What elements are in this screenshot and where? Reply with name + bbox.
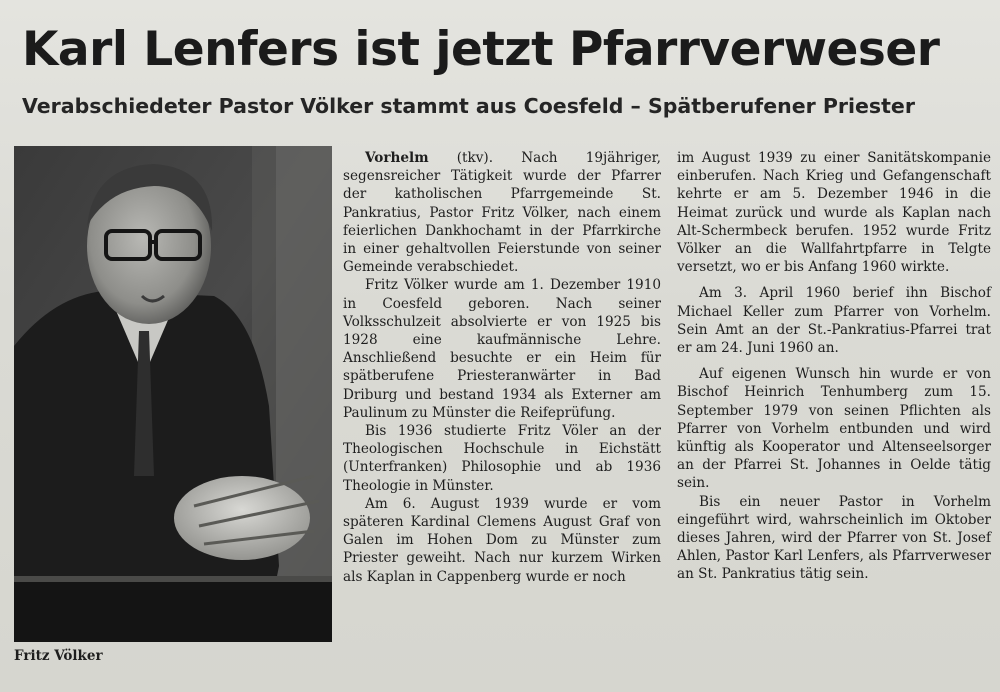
headline: Karl Lenfers ist jetzt Pfarrverweser [22,22,940,77]
subheadline: Verabschiedeter Pastor Völker stammt aus Coesfeld – Spätberufener Priester [22,94,915,118]
paragraph: Bis 1936 studierte Fritz Völer an der Theologischen Hochschule in Eichstätt (Unterfranken) Philosophie und ab 1936 Theologie in Münster. [343,423,661,494]
paragraph: Am 3. April 1960 berief ihn Bischof Michael Keller zum Pfarrer von Vorhelm. Sein Amt an der St.-Pankratius-Pfarrei trat er am 24. Juni 1960 an. [677,285,991,357]
article-column-2 [677,149,991,584]
portrait-photo [14,146,332,642]
paragraph [343,149,661,276]
photo-caption: Fritz Völker [14,648,103,664]
paragraph: Bis ein neuer Pastor in Vorhelm eingeführt wird, wahrscheinlich im Oktober dieses Jahren, wird der Pfarrer von St. Josef Ahlen, Pastor Karl Lenfers, als Pfarrverweser an St. Pankratius tätig sein. [677,493,991,583]
paragraph-text: (tkv). Nach 19jähriger, segensreicher Tätigkeit wurde der Pfarrer der katholischen Pfarrgemeinde St. Pankratius, Pastor Fritz Völker, nach einem feierlichen Dankhochamt in der Pfarrkirche in einer gehaltvollen Feierstunde von seiner Gemeinde verabschiedet. [343,150,661,276]
paragraph: Am 6. August 1939 wurde er vom späteren Kardinal Clemens August Graf von Galen im Hohen Dom zu Münster zum Priester geweiht. Nach nur kurzem Wirken als Kaplan in Cappenberg wurde er noch [343,495,661,585]
paragraph: Auf eigenen Wunsch hin wurde er von Bischof Heinrich Tenhumberg zum 15. September 1979 von seinen Pflichten als Pfarrer von Vorhelm entbunden und wird künftig als Kooperator und Altenseelsorger an der Pfarrei St. Johannes in Oelde tätig sein. [677,366,991,492]
paragraph: Fritz Völker wurde am 1. Dezember 1910 in Coesfeld geboren. Nach seiner Volksschulzeit absolvierte er von 1925 bis 1928 eine kaufmännische Lehre. Anschließend besuchte er ein Heim für spätberufene Priesteranwärter in Bad Driburg und bestand 1934 als Externer am Paulinum zu Münster die Reifeprüfung. [343,277,661,421]
paragraph: im August 1939 zu einer Sanitätskompanie einberufen. Nach Krieg und Gefangenschaft kehrte er am 5. Dezember 1946 in die Heimat zurück und wurde als Kaplan nach Alt-Schermbeck berufen. 1952 wurde Fritz Völker an die Wallfahrtpfarre in Telgte versetzt, wo er bis Anfang 1960 wirkte. [677,150,991,276]
article-column-1 [343,149,661,586]
dateline-place: Vorhelm [365,150,429,166]
